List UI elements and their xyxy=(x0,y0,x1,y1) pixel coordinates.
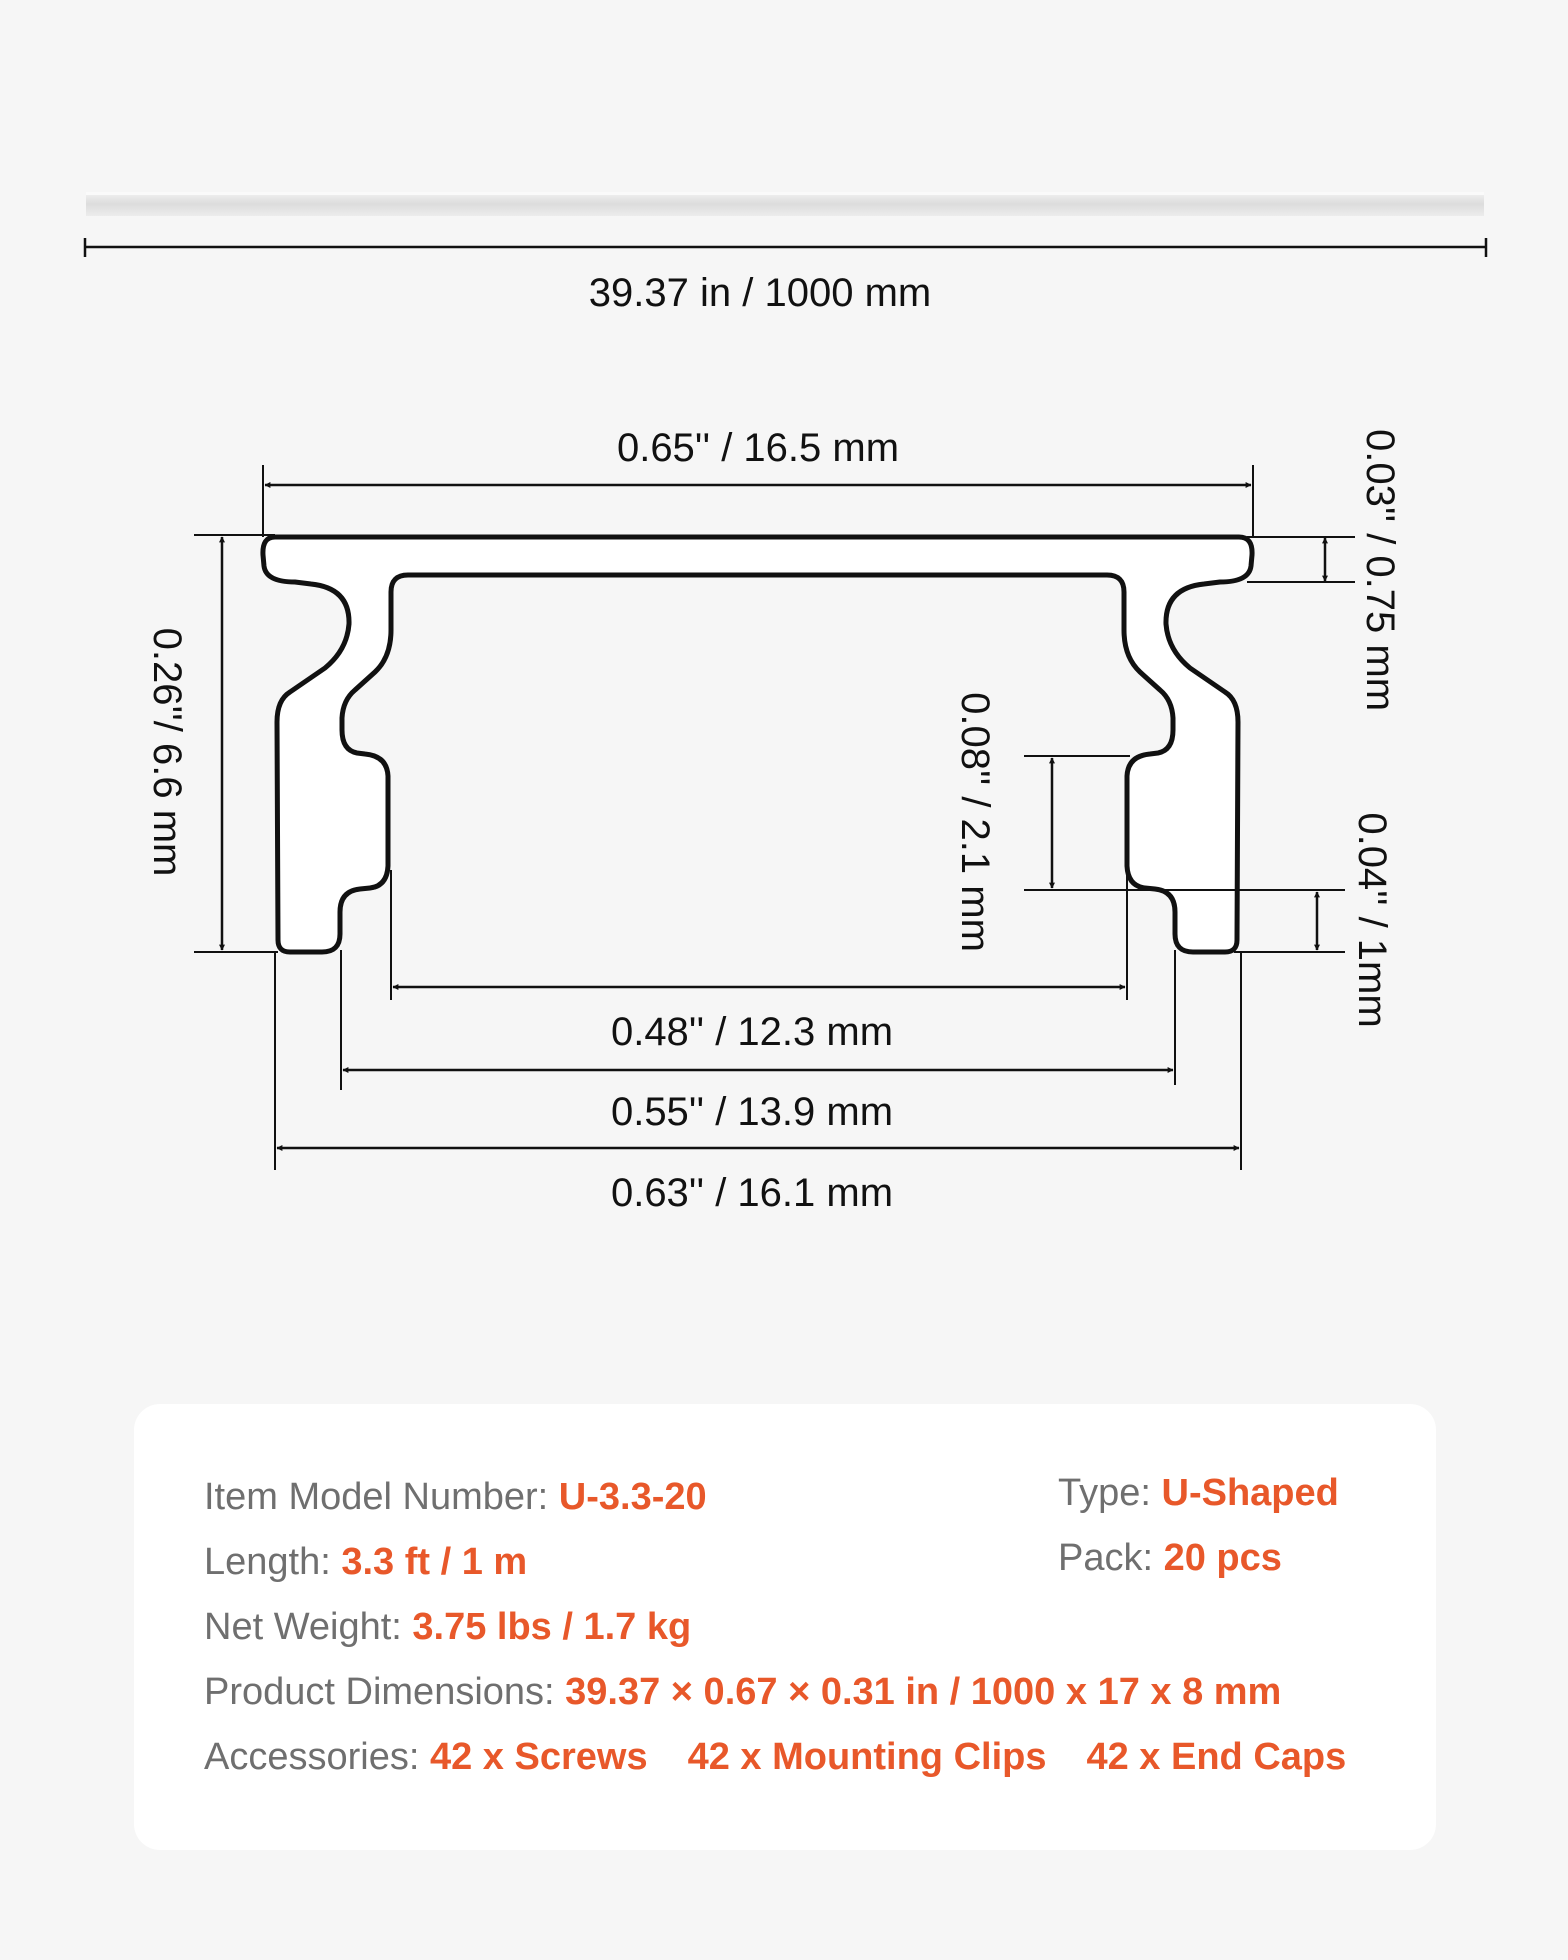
net-weight-label: Net Weight: xyxy=(204,1606,413,1648)
spec-card xyxy=(134,1404,1436,1850)
pack-value: 20 pcs xyxy=(1163,1537,1282,1579)
bottom-thickness-label: 0.04'' / 1mm xyxy=(1350,812,1394,1028)
dimensions-row xyxy=(204,1673,1281,1711)
length-spec-label: Length: xyxy=(204,1541,342,1583)
pack-label: Pack: xyxy=(1058,1537,1164,1579)
accessory-end-caps: 42 x End Caps xyxy=(1086,1736,1347,1778)
middle-width-label: 0.55'' / 13.9 mm xyxy=(610,1090,894,1134)
length-dimension xyxy=(85,238,1486,257)
top-width-label: 0.65'' / 16.5 mm xyxy=(616,426,900,470)
accessory-screws: 42 x Screws xyxy=(429,1736,648,1778)
length-spec-value: 3.3 ft / 1 m xyxy=(341,1541,528,1583)
accessory-mounting-clips: 42 x Mounting Clips xyxy=(687,1736,1047,1778)
height-label: 0.26''/ 6.6 mm xyxy=(145,627,189,877)
profile-bar xyxy=(86,192,1484,216)
slot-height-label: 0.08'' / 2.1 mm xyxy=(953,692,997,952)
type-value: U-Shaped xyxy=(1161,1472,1339,1514)
type-row xyxy=(1058,1474,1339,1512)
pack-row xyxy=(1058,1539,1282,1577)
accessories-label: Accessories: xyxy=(204,1736,430,1778)
dimensions-label: Product Dimensions: xyxy=(204,1671,566,1713)
net-weight-row xyxy=(204,1608,691,1646)
model-number-row xyxy=(204,1478,707,1516)
net-weight-value: 3.75 lbs / 1.7 kg xyxy=(412,1606,692,1648)
length-row xyxy=(204,1543,527,1581)
length-label: 39.37 in / 1000 mm xyxy=(588,271,932,315)
model-number-label: Item Model Number: xyxy=(204,1476,559,1518)
inner-width-label: 0.48'' / 12.3 mm xyxy=(610,1010,894,1054)
model-number-value: U-3.3-20 xyxy=(558,1476,707,1518)
dimensions-value: 39.37 × 0.67 × 0.31 in / 1000 x 17 x 8 mm xyxy=(565,1671,1282,1713)
accessories-row xyxy=(204,1738,1346,1776)
outer-width-label: 0.63'' / 16.1 mm xyxy=(610,1171,894,1215)
type-label: Type: xyxy=(1058,1472,1162,1514)
top-thickness-label: 0.03'' / 0.75 mm xyxy=(1358,428,1402,712)
